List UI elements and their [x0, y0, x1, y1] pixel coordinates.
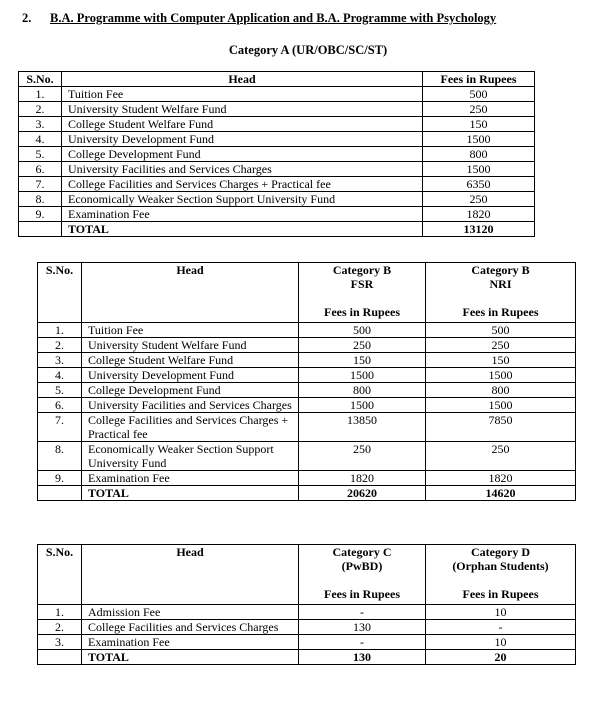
row-head: Economically Weaker Section Support University Fund: [82, 442, 299, 471]
row-sno: 4.: [38, 368, 82, 383]
header-unit: Fees in Rupees: [462, 587, 539, 601]
row-head: College Facilities and Services Charges: [82, 620, 299, 635]
header-sub: (PwBD): [341, 559, 383, 573]
row-sno: 1.: [19, 87, 62, 102]
row-sno: 1.: [38, 323, 82, 338]
row-sno: 6.: [19, 162, 62, 177]
row-fee: 1500: [426, 368, 576, 383]
table-total-row: TOTAL 130 20: [38, 650, 576, 665]
row-fee: 500: [426, 323, 576, 338]
row-fee: 250: [423, 102, 535, 117]
row-sno: 2.: [38, 338, 82, 353]
row-fee: 13850: [299, 413, 426, 442]
row-fee: 250: [423, 192, 535, 207]
header-unit: Fees in Rupees: [324, 587, 400, 601]
row-sno: 3.: [38, 353, 82, 368]
row-fee: 10: [426, 605, 576, 620]
row-head: University Development Fund: [82, 368, 299, 383]
row-sno: 8.: [19, 192, 62, 207]
row-fee: 800: [299, 383, 426, 398]
table-row: [19, 192, 535, 207]
row-fee: 1500: [426, 398, 576, 413]
row-head: College Development Fund: [82, 383, 299, 398]
row-fee: 250: [299, 442, 426, 471]
row-fee: 1500: [423, 162, 535, 177]
row-head: University Facilities and Services Charges: [62, 162, 423, 177]
table-row: [38, 635, 576, 650]
row-fee: -: [299, 605, 426, 620]
table-row: [19, 102, 535, 117]
row-fee: 800: [423, 147, 535, 162]
header-title: Category C: [332, 545, 392, 559]
row-fee: 1500: [423, 132, 535, 147]
row-head: College Development Fund: [62, 147, 423, 162]
row-head: College Facilities and Services Charges + Practical fee: [82, 413, 299, 442]
header-sno: S.No.: [38, 545, 82, 605]
row-head: Admission Fee: [82, 605, 299, 620]
header-category-d: [426, 545, 576, 605]
row-sno: 8.: [38, 442, 82, 471]
row-fee: 150: [426, 353, 576, 368]
header-category-c: [299, 545, 426, 605]
table-row: [38, 353, 576, 368]
row-sno: 4.: [19, 132, 62, 147]
row-head: Economically Weaker Section Support University Fund: [62, 192, 423, 207]
header-title: Category B: [332, 263, 392, 277]
row-sno: 7.: [38, 413, 82, 442]
row-fee: 250: [426, 442, 576, 471]
row-sno: 6.: [38, 398, 82, 413]
row-head: College Facilities and Services Charges + Practical fee: [62, 177, 423, 192]
row-fee: 150: [423, 117, 535, 132]
row-fee: 800: [426, 383, 576, 398]
row-fee: 250: [426, 338, 576, 353]
row-head: Examination Fee: [62, 207, 423, 222]
table-row: [38, 442, 576, 471]
row-head: Examination Fee: [82, 471, 299, 486]
table-row: [19, 177, 535, 192]
header-fees: Fees in Rupees: [423, 72, 535, 87]
table-row: [38, 398, 576, 413]
table-row: [19, 207, 535, 222]
header-unit: Fees in Rupees: [462, 305, 539, 319]
row-sno: 1.: [38, 605, 82, 620]
table-row: [19, 162, 535, 177]
row-sno: 9.: [19, 207, 62, 222]
row-sno: 3.: [38, 635, 82, 650]
row-head: University Development Fund: [62, 132, 423, 147]
row-head: Tuition Fee: [62, 87, 423, 102]
row-head: Tuition Fee: [82, 323, 299, 338]
row-head: University Facilities and Services Charges: [82, 398, 299, 413]
row-sno: 7.: [19, 177, 62, 192]
header-nri: [426, 263, 576, 323]
row-sno: 3.: [19, 117, 62, 132]
table-row: [19, 147, 535, 162]
row-fee: -: [426, 620, 576, 635]
table-row: [19, 132, 535, 147]
header-unit: Fees in Rupees: [324, 305, 400, 319]
table-header: [19, 72, 535, 87]
row-head: University Student Welfare Fund: [62, 102, 423, 117]
row-fee: 1820: [299, 471, 426, 486]
row-fee: 6350: [423, 177, 535, 192]
header-head: Head: [82, 545, 299, 605]
section-title: 2. B.A. Programme with Computer Application and B.A. Programme with Psychology: [22, 11, 497, 25]
table-header: [38, 545, 576, 605]
table-total-row: TOTAL 13120: [19, 222, 535, 237]
row-head: University Student Welfare Fund: [82, 338, 299, 353]
table-row: [38, 605, 576, 620]
row-fee: 1500: [299, 368, 426, 383]
table-row: [38, 620, 576, 635]
row-fee: 500: [299, 323, 426, 338]
category-a-caption: Category A (UR/OBC/SC/ST): [228, 43, 388, 57]
table-row: [38, 368, 576, 383]
header-fsr: [299, 263, 426, 323]
table-row: [38, 383, 576, 398]
table-row: [38, 338, 576, 353]
row-fee: 130: [299, 620, 426, 635]
row-fee: 7850: [426, 413, 576, 442]
table-row: [38, 323, 576, 338]
row-fee: 1820: [426, 471, 576, 486]
row-fee: 1500: [299, 398, 426, 413]
row-fee: 250: [299, 338, 426, 353]
header-sub: FSR: [350, 277, 374, 291]
row-fee: 10: [426, 635, 576, 650]
row-fee: 150: [299, 353, 426, 368]
row-fee: 1820: [423, 207, 535, 222]
row-fee: 500: [423, 87, 535, 102]
row-sno: 5.: [19, 147, 62, 162]
row-head: Examination Fee: [82, 635, 299, 650]
header-sno: S.No.: [19, 72, 62, 87]
table-row: [19, 117, 535, 132]
table-row: [38, 413, 576, 442]
row-sno: 2.: [19, 102, 62, 117]
header-head: Head: [62, 72, 423, 87]
row-sno: 9.: [38, 471, 82, 486]
table-row: [38, 471, 576, 486]
row-head: College Student Welfare Fund: [82, 353, 299, 368]
category-b-fee-table: [37, 262, 576, 501]
header-title: Category B: [471, 263, 530, 277]
row-head: College Student Welfare Fund: [62, 117, 423, 132]
header-sno: S.No.: [38, 263, 82, 323]
row-sno: 5.: [38, 383, 82, 398]
table-row: [19, 87, 535, 102]
header-sub: (Orphan Students): [452, 559, 549, 573]
header-title: Category D: [471, 545, 530, 559]
category-a-fee-table: [18, 71, 535, 237]
row-fee: -: [299, 635, 426, 650]
header-sub: NRI: [489, 277, 512, 291]
table-header: [38, 263, 576, 323]
category-cd-fee-table: [37, 544, 576, 665]
header-head: Head: [82, 263, 299, 323]
row-sno: 2.: [38, 620, 82, 635]
table-total-row: TOTAL 20620 14620: [38, 486, 576, 501]
